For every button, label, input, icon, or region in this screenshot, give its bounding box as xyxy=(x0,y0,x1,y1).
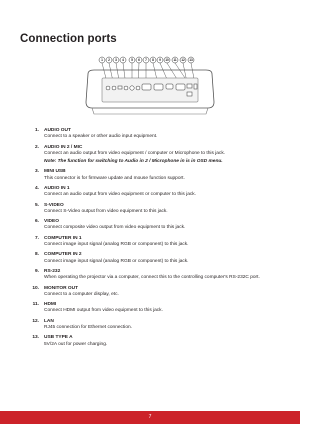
port-item-audio-in-1 xyxy=(22,186,284,198)
port-item-computer-in-2 xyxy=(22,252,284,264)
callout-number: 3 xyxy=(115,58,117,63)
callout-number: 6 xyxy=(138,58,140,63)
port-item-audio-in-2-mic xyxy=(22,145,284,166)
item-number: 8. xyxy=(34,252,39,258)
item-title: LAN xyxy=(44,318,54,324)
port-item-monitor-out xyxy=(22,286,284,298)
item-number: 12. xyxy=(32,318,39,324)
item-description: Connect image input signal (analog RGB or component) to this jack. xyxy=(44,258,189,264)
item-number: 9. xyxy=(34,268,39,274)
callout-number: 12 xyxy=(181,58,185,63)
port-item-video xyxy=(22,219,284,231)
callout-number: 13 xyxy=(189,58,193,63)
port-item-audio-out xyxy=(22,128,284,140)
port-item-hdmi xyxy=(22,302,284,314)
item-description: Connect HDMI output from video equipment to this jack. xyxy=(44,308,163,314)
callout-number: 5 xyxy=(131,58,133,63)
item-title: HDMI xyxy=(44,302,57,308)
page-footer xyxy=(0,411,300,424)
callout-number: 4 xyxy=(122,58,124,63)
item-title: AUDIO IN 2 / MIC xyxy=(44,144,83,150)
item-number: 13. xyxy=(32,335,39,341)
callout-number: 10 xyxy=(165,58,169,63)
item-title: MONITOR OUT xyxy=(44,285,79,291)
callout-number: 9 xyxy=(159,58,161,63)
item-title: COMPUTER IN 2 xyxy=(44,252,82,258)
ports-list xyxy=(22,128,284,352)
item-description: Connect to a computer display, etc. xyxy=(44,291,119,297)
item-description: When operating the projector via a computer, connect this to the controlling computer's RS-232C port. xyxy=(44,275,260,281)
projector-rear-panel-diagram xyxy=(80,52,220,122)
item-title: COMPUTER IN 1 xyxy=(44,235,82,241)
item-title: RS-232 xyxy=(44,268,61,274)
callout-number: 11 xyxy=(173,58,177,63)
callout-number: 2 xyxy=(108,58,110,63)
callout-number: 1 xyxy=(101,58,103,63)
item-title: USB TYPE A xyxy=(44,335,73,341)
item-description: Connect S-Video output from video equipment to this jack. xyxy=(44,208,168,214)
port-item-computer-in-1 xyxy=(22,236,284,248)
callout-number: 8 xyxy=(152,58,154,63)
item-description: Connect to a speaker or other audio input equipment. xyxy=(44,134,158,140)
item-description: This connector is for firmware update and mouse function support. xyxy=(44,175,185,181)
item-number: 10. xyxy=(32,285,39,291)
item-number: 4. xyxy=(34,185,39,191)
callout-number: 7 xyxy=(145,58,147,63)
page-title: Connection ports xyxy=(20,33,117,45)
item-title: VIDEO xyxy=(44,219,59,225)
item-description: Connect composite video output from video equipment to this jack. xyxy=(44,225,186,231)
page-number: 7 xyxy=(148,414,152,420)
item-note: Note: The function for switching to Audio in 2 / Microphone in is in OSD menu. xyxy=(44,159,223,164)
port-item-usb-type-a xyxy=(22,335,284,347)
port-item-lan xyxy=(22,319,284,331)
item-description: Connect an audio output from video equipment or computer to this jack. xyxy=(44,192,196,198)
port-item-rs-232 xyxy=(22,269,284,281)
item-description: 5V/2A out for power charging. xyxy=(44,341,108,347)
item-title: AUDIO IN 1 xyxy=(44,185,70,191)
item-number: 3. xyxy=(34,169,39,175)
item-number: 7. xyxy=(34,235,39,241)
item-number: 5. xyxy=(34,202,39,208)
port-item-s-video xyxy=(22,203,284,215)
item-description: Connect image input signal (analog RGB or component) to this jack. xyxy=(44,241,189,247)
item-title: S-VIDEO xyxy=(44,202,64,208)
item-number: 11. xyxy=(32,302,39,308)
projector-base-outline xyxy=(92,108,208,114)
item-number: 2. xyxy=(34,144,39,150)
item-number: 1. xyxy=(34,128,39,133)
item-title: MINI USB xyxy=(44,169,66,175)
item-description: Connect an audio output from video equipment / computer or Microphone to this jack. xyxy=(44,150,226,156)
port-item-mini-usb xyxy=(22,169,284,181)
item-title: AUDIO OUT xyxy=(44,128,71,133)
item-description: RJ45 connection for Ethernet connection. xyxy=(44,324,132,330)
item-number: 6. xyxy=(34,219,39,225)
